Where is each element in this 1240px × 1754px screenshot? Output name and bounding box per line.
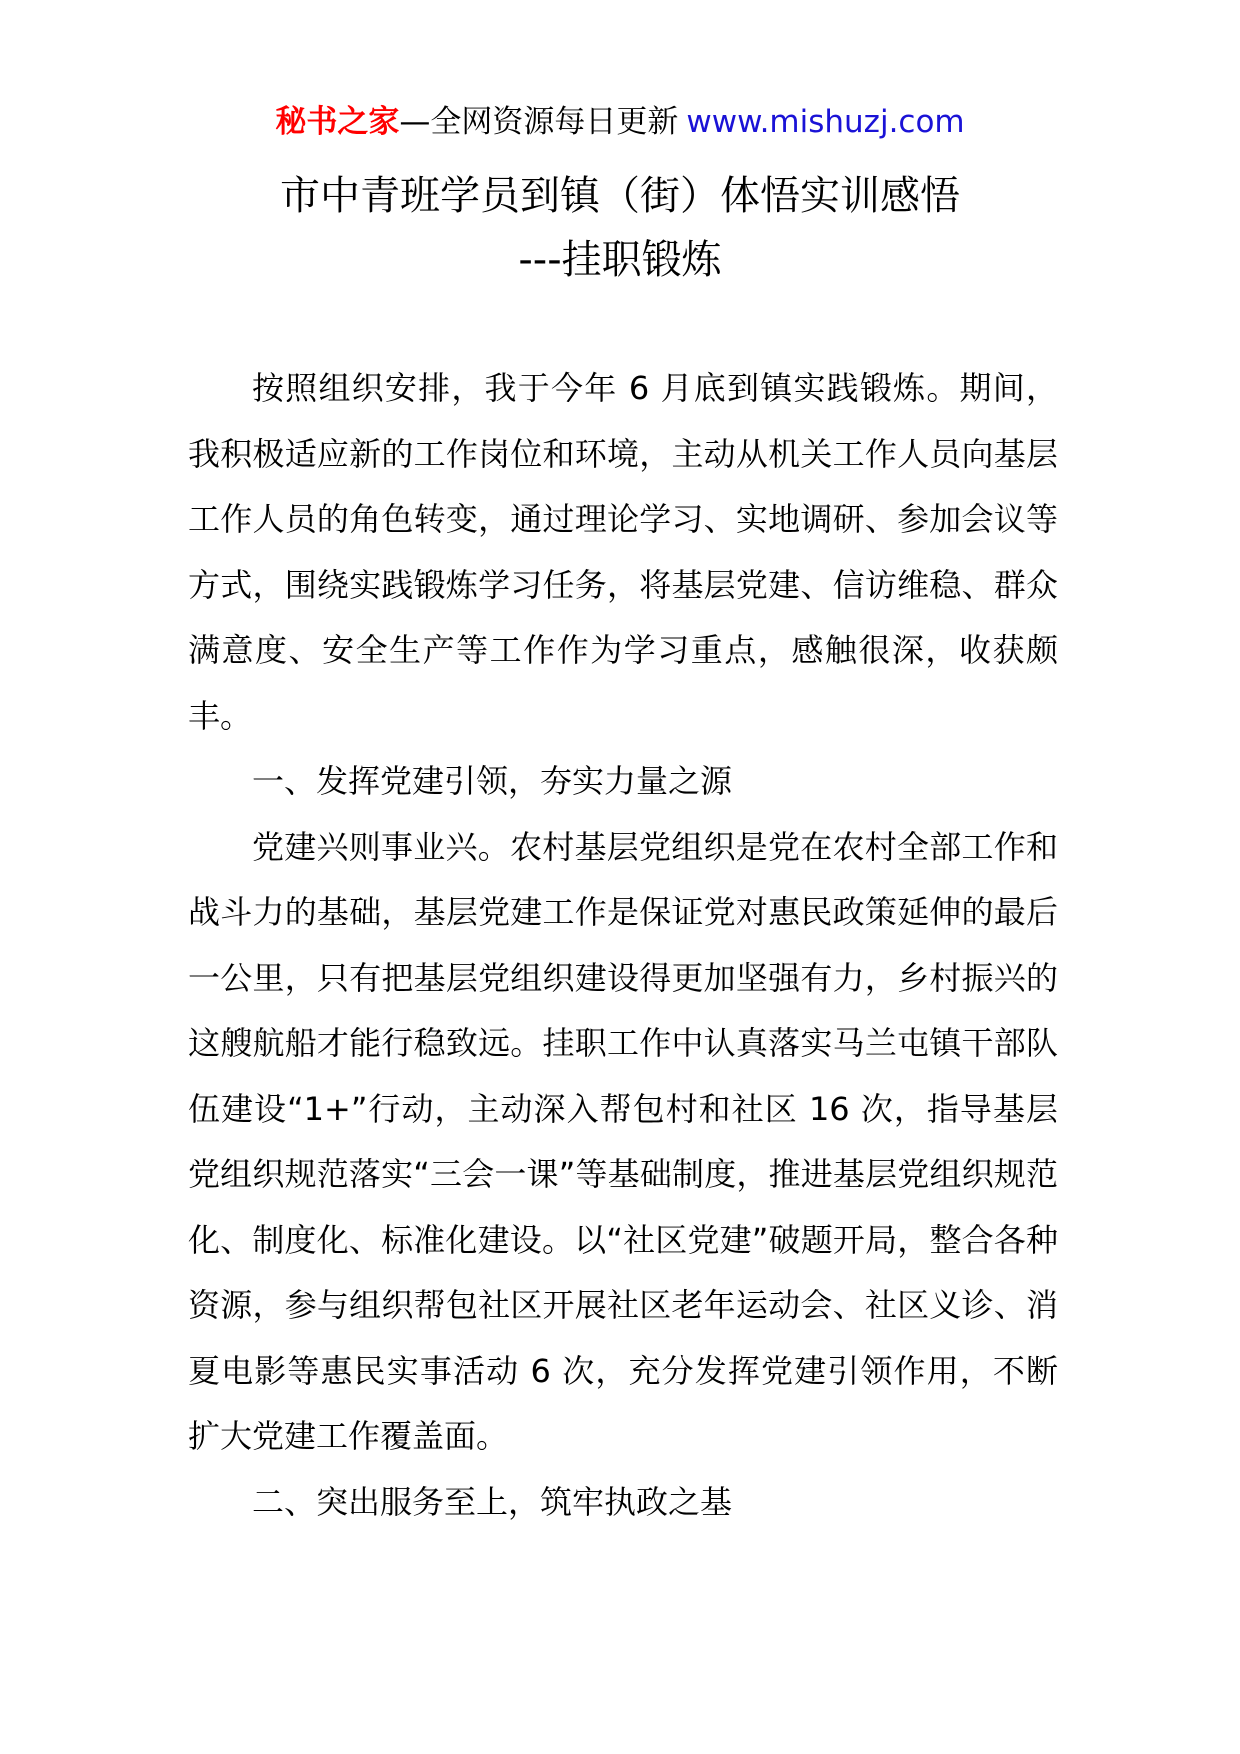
intro-paragraph: 按照组织安排，我于今年 6 月底到镇实践锻炼。期间，我积极适应新的工作岗位和环境，主动从机关工作人员向基层工作人员的角色转变，通过理论学习、实地调研、参加会议等方式，围绕实践锻炼学习任务，将基层党建、信访维稳、群众满意度、安全生产等工作作为学习重点，感触很深，收获颇丰。	[188, 369, 1058, 735]
brand-name: 秘书之家	[275, 104, 400, 140]
site-banner	[0, 102, 1240, 142]
section-heading-1: 一、发挥党建引领，夯实力量之源	[252, 762, 733, 800]
document-subtitle: ---挂职锻炼	[518, 237, 722, 283]
document-body	[188, 356, 1058, 1535]
banner-tagline: —全网资源每日更新	[399, 104, 679, 140]
section-heading-2: 二、突出服务至上，筑牢执政之基	[252, 1482, 733, 1521]
site-url-link[interactable]: www.mishuzj.com	[686, 104, 965, 140]
section-1-paragraph: 党建兴则事业兴。农村基层党组织是党在农村全部工作和战斗力的基础，基层党建工作是保证党对惠民政策延伸的最后一公里，只有把基层党组织建设得更加坚强有力，乡村振兴的这艘航船才能行稳致远。挂职工作中认真落实马兰屯镇干部队伍建设“1+”行动，主动深入帮包村和社区 16 次，指导基层党组织规范落实“三会一课”等基础制度，推进基层党组织规范化、制度化、标准化建设。以“社区党建”破题开局，整合各种资源，参与组织帮包社区开展社区老年运动会、社区义诊、消夏电影等惠民实事活动 6 次，充分发挥党建引领作用，不断扩大党建工作覆盖面。	[188, 827, 1058, 1455]
document-title: 市中青班学员到镇（街）体悟实训感悟	[280, 173, 960, 219]
